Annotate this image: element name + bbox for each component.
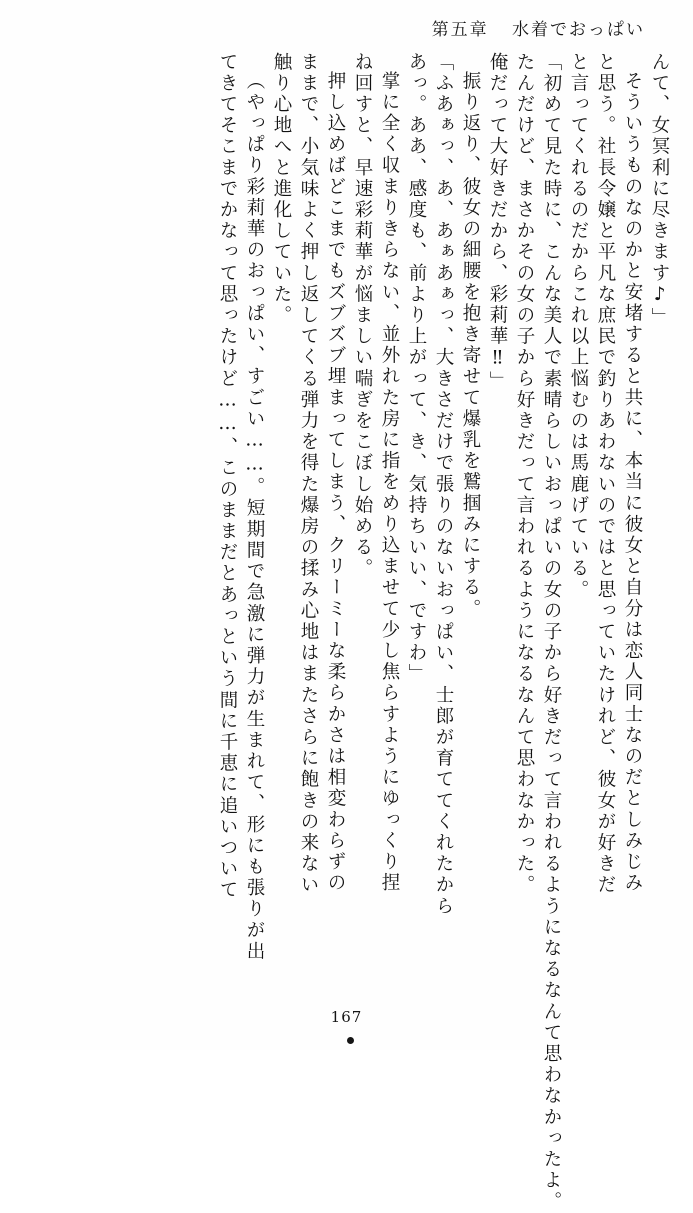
text-column: 振り返り、彼女の細腰を抱き寄せて爆乳を鷲掴みにする。 xyxy=(460,71,481,620)
text-column: 触り心地へと進化していた。 xyxy=(271,52,292,327)
text-column: 「ふあぁっ、あ、あぁあぁっ、大きさだけで張りのないおっぱい、士郎が育ててくれたから xyxy=(433,52,454,918)
text-column: と思う。社長令嬢と平凡な庶民で釣りあわないのではと思っていたけれど、彼女が好きだ xyxy=(595,52,616,896)
text-column: そういうものなのかと安堵すると共に、本当に彼女と自分は恋人同士なのだとしみじみ xyxy=(622,71,643,894)
header-divider xyxy=(40,44,650,45)
text-column: 押し込めばどこまでもズブズブ埋まってしまう、クリーミーな柔らかさは相変わらずの xyxy=(325,71,346,894)
text-column: 「初めて見た時に、こんな美人で素晴らしいおっぱいの女の子から好きだって言われるようになるなんて思わなかったよ。 xyxy=(541,52,562,1213)
page-footer-dot-icon xyxy=(347,1037,354,1044)
text-column: あっ。ああ、感度も、前より上がって、き、気持ちいい、ですわ」 xyxy=(406,52,427,685)
text-column: 掌に全く収まりきらない、並外れた房に指をめり込ませて少し焦らすようにゆっくり捏 xyxy=(379,71,400,894)
chapter-title: 水着でおっぱい xyxy=(512,19,645,40)
text-column: 俺だって大好きだから、彩莉華‼」 xyxy=(487,52,508,393)
text-column: ね回すと、早速彩莉華が悩ましい喘ぎをこぼし始める。 xyxy=(352,52,373,580)
chapter-heading xyxy=(432,15,645,40)
text-column: てきてそこまでかなって思ったけど……、このままだとあっという間に千恵に追いついて xyxy=(217,52,238,901)
text-column: たんだけど、まさかその女の子から好きだって言われるようになるなんて思わなかった。 xyxy=(514,52,535,896)
text-column: と言ってくれるのだからこれ以上悩むのは馬鹿げている。 xyxy=(568,52,589,601)
page-header xyxy=(0,10,693,44)
page-number: 167 xyxy=(330,1008,363,1026)
chapter-number: 第五章 xyxy=(431,19,489,40)
text-column: （やっぱり彩莉華のおっぱい、すごい……。短期間で急激に弾力が生まれて、形にも張りが出 xyxy=(244,71,265,963)
text-column: んて、女冥利に尽きます♪」 xyxy=(649,52,670,329)
text-column: ままで、小気味よく押し返してくる弾力を得た爆房の揉み心地はまたさらに飽きの来ない xyxy=(298,52,319,896)
